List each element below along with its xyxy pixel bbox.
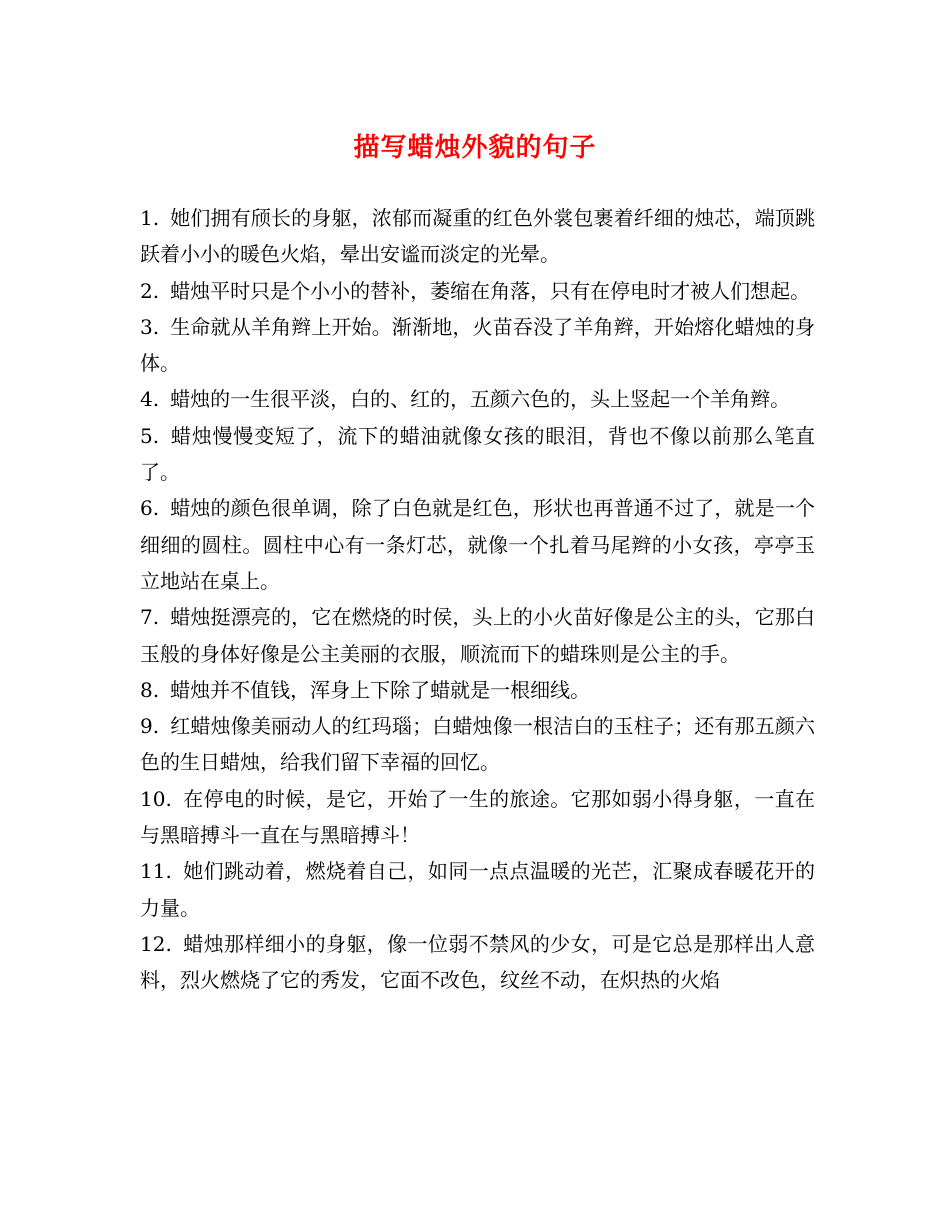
- paragraph-number: 12.: [140, 931, 172, 956]
- paragraph-number: 8.: [140, 677, 160, 702]
- document-body: [140, 200, 815, 999]
- paragraph-text: 她们拥有颀长的身躯，浓郁而凝重的红色外裳包裹着纤细的烛芯，端顶跳跃着小小的暖色火焰，晕出安谧而淡定的光晕。: [140, 206, 815, 267]
- paragraph-text: 蜡烛的一生很平淡，白的、红的，五颜六色的，头上竖起一个羊角辫。: [170, 387, 791, 412]
- paragraph-text: 蜡烛挺漂亮的，它在燃烧的时侯，头上的小火苗好像是公主的头，它那白玉般的身体好像是公主美丽的衣服，顺流而下的蜡珠则是公主的手。: [140, 605, 815, 666]
- paragraph-text: 她们跳动着，燃烧着自己，如同一点点温暖的光芒，汇聚成春暖花开的力量。: [140, 859, 815, 920]
- paragraph: [140, 781, 815, 854]
- paragraph: [140, 599, 815, 672]
- paragraph: [140, 708, 815, 781]
- paragraph-text: 在停电的时候，是它，开始了一生的旅途。它那如弱小得身躯，一直在与黑暗搏斗一直在与黑暗搏斗！: [140, 786, 815, 848]
- paragraph-text: 蜡烛慢慢变短了，流下的蜡油就像女孩的眼泪，背也不像以前那么笔直了。: [140, 423, 815, 485]
- document-title: 描写蜡烛外貌的句子: [353, 133, 597, 163]
- paragraph-number: 4.: [140, 387, 160, 412]
- paragraph: [140, 200, 815, 273]
- paragraph: [140, 672, 815, 708]
- paragraph: [140, 309, 815, 382]
- paragraph: [140, 853, 815, 926]
- paragraph-number: 10.: [140, 786, 172, 811]
- paragraph-text: 蜡烛并不值钱，浑身上下除了蜡就是一根细线。: [170, 677, 591, 702]
- paragraph-text: 蜡烛平时只是个小小的替补，萎缩在角落，只有在停电时才被人们想起。: [170, 278, 811, 303]
- paragraph: [140, 490, 815, 599]
- paragraph-text: 生命就从羊角辫上开始。渐渐地，火苗吞没了羊角辫，开始熔化蜡烛的身体。: [140, 314, 815, 376]
- paragraph-number: 3.: [140, 314, 160, 339]
- paragraph-text: 蜡烛的颜色很单调，除了白色就是红色，形状也再普通不过了，就是一个细细的圆柱。圆柱中心有一条灯芯，就像一个扎着马尾辫的小女孩，亭亭玉立地站在桌上。: [140, 496, 815, 593]
- paragraph-number: 6.: [140, 496, 160, 521]
- paragraph: [140, 273, 815, 309]
- paragraph: [140, 381, 815, 417]
- paragraph: [140, 418, 815, 491]
- paragraph-number: 11.: [140, 859, 172, 884]
- paragraph-number: 5.: [140, 423, 160, 448]
- paragraph-text: 蜡烛那样细小的身躯，像一位弱不禁风的少女，可是它总是那样出人意料，烈火燃烧了它的秀发，它面不改色，纹丝不动，在炽热的火焰: [140, 931, 815, 993]
- paragraph-number: 7.: [140, 605, 160, 630]
- paragraph-number: 1.: [140, 206, 160, 230]
- paragraph-text: 红蜡烛像美丽动人的红玛瑙；白蜡烛像一根洁白的玉柱子；还有那五颜六色的生日蜡烛，给我们留下幸福的回忆。: [140, 714, 815, 775]
- paragraph-number: 2.: [140, 278, 160, 303]
- paragraph: [140, 926, 815, 999]
- paragraph-number: 9.: [140, 714, 160, 739]
